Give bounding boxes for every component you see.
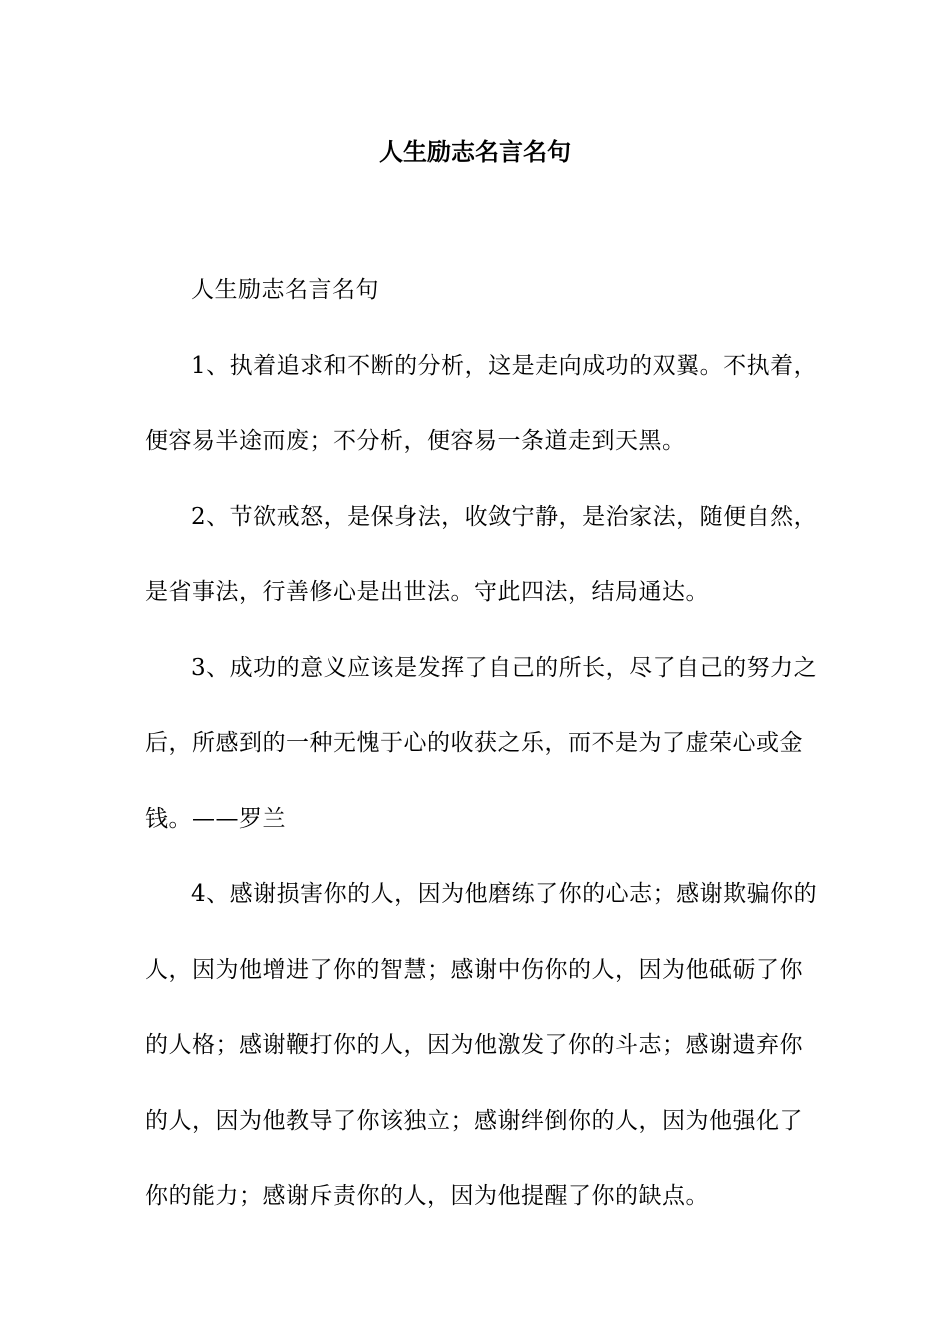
paragraph-quote-2: 2、节欲戒怒，是保身法，收敛宁静，是治家法，随便自然，是省事法，行善修心是出世法。守此四法，结局通达。: [145, 503, 818, 605]
paragraph-quote-4: 4、感谢损害你的人，因为他磨练了你的心志；感谢欺骗你的人，因为他增进了你的智慧；感谢中伤你的人，因为他砥砺了你的人格；感谢鞭打你的人，因为他激发了你的斗志；感谢遗弃你的人，因为他教导了你该独立；感谢绊倒你的人，因为他强化了你的能力；感谢斥责你的人，因为他提醒了你的缺点。: [145, 881, 818, 1209]
paragraph-quote-1: 1、执着追求和不断的分析，这是走向成功的双翼。不执着，便容易半途而废；不分析，便容易一条道走到天黑。: [145, 352, 818, 454]
document-body: [145, 253, 825, 1235]
document-title: 人生励志名言名句: [379, 137, 571, 166]
paragraph-quote-3: 3、成功的意义应该是发挥了自己的所长，尽了自己的努力之后，所感到的一种无愧于心的收获之乐，而不是为了虚荣心或金钱。——罗兰: [145, 654, 818, 832]
paragraph-heading: 人生励志名言名句: [191, 277, 379, 303]
